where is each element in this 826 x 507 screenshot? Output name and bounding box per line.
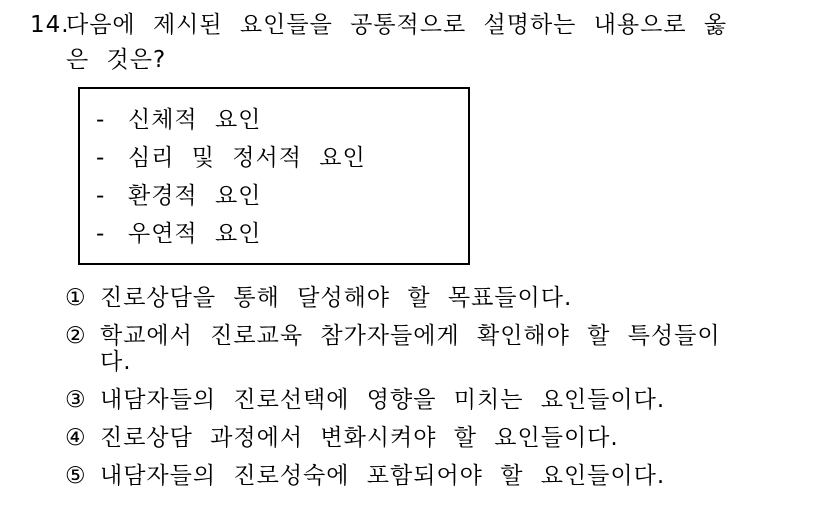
stimulus-item bbox=[96, 215, 460, 253]
choice-2-text-line-2: 다. bbox=[100, 349, 132, 375]
choice-2-text bbox=[100, 323, 721, 375]
dash-bullet: - bbox=[96, 183, 106, 209]
stimulus-item-label: 신체적 요인 bbox=[128, 107, 262, 133]
choice-4-text: 진로상담 과정에서 변화시켜야 할 요인들이다. bbox=[100, 425, 619, 451]
choice-3 bbox=[65, 387, 806, 413]
dash-bullet: - bbox=[96, 145, 106, 171]
choice-5-marker: ⑤ bbox=[65, 463, 87, 489]
stimulus-item-label: 환경적 요인 bbox=[128, 183, 262, 209]
stimulus-item bbox=[96, 139, 460, 177]
choice-1-text: 진로상담을 통해 달성해야 할 목표들이다. bbox=[100, 285, 573, 311]
question-stem bbox=[30, 8, 806, 78]
question-text-line-2: 은 것은? bbox=[66, 47, 167, 73]
choice-2-text-line-1: 학교에서 진로교육 참가자들에게 확인해야 할 특성들이 bbox=[100, 323, 721, 349]
stimulus-item bbox=[96, 101, 460, 139]
choice-3-text: 내담자들의 진로선택에 영향을 미치는 요인들이다. bbox=[100, 387, 666, 413]
choice-5 bbox=[65, 463, 806, 489]
choices-list bbox=[30, 285, 806, 489]
choice-4 bbox=[65, 425, 806, 451]
stimulus-item-label: 우연적 요인 bbox=[128, 221, 262, 247]
dash-bullet: - bbox=[96, 221, 106, 247]
choice-1 bbox=[65, 285, 806, 311]
question-text bbox=[66, 8, 727, 78]
stimulus-item-label: 심리 및 정서적 요인 bbox=[128, 145, 366, 171]
choice-2-marker: ② bbox=[65, 323, 87, 349]
dash-bullet: - bbox=[96, 107, 106, 133]
choice-3-marker: ③ bbox=[65, 387, 87, 413]
choice-1-marker: ① bbox=[65, 285, 87, 311]
choice-4-marker: ④ bbox=[65, 425, 87, 451]
choice-2 bbox=[65, 323, 806, 375]
question-number: 14. bbox=[30, 12, 70, 38]
stimulus-box bbox=[78, 87, 470, 265]
question-text-line-1: 다음에 제시된 요인들을 공통적으로 설명하는 내용으로 옳 bbox=[66, 12, 728, 38]
choice-5-text: 내담자들의 진로성숙에 포함되어야 할 요인들이다. bbox=[100, 463, 666, 489]
stimulus-item bbox=[96, 177, 460, 215]
